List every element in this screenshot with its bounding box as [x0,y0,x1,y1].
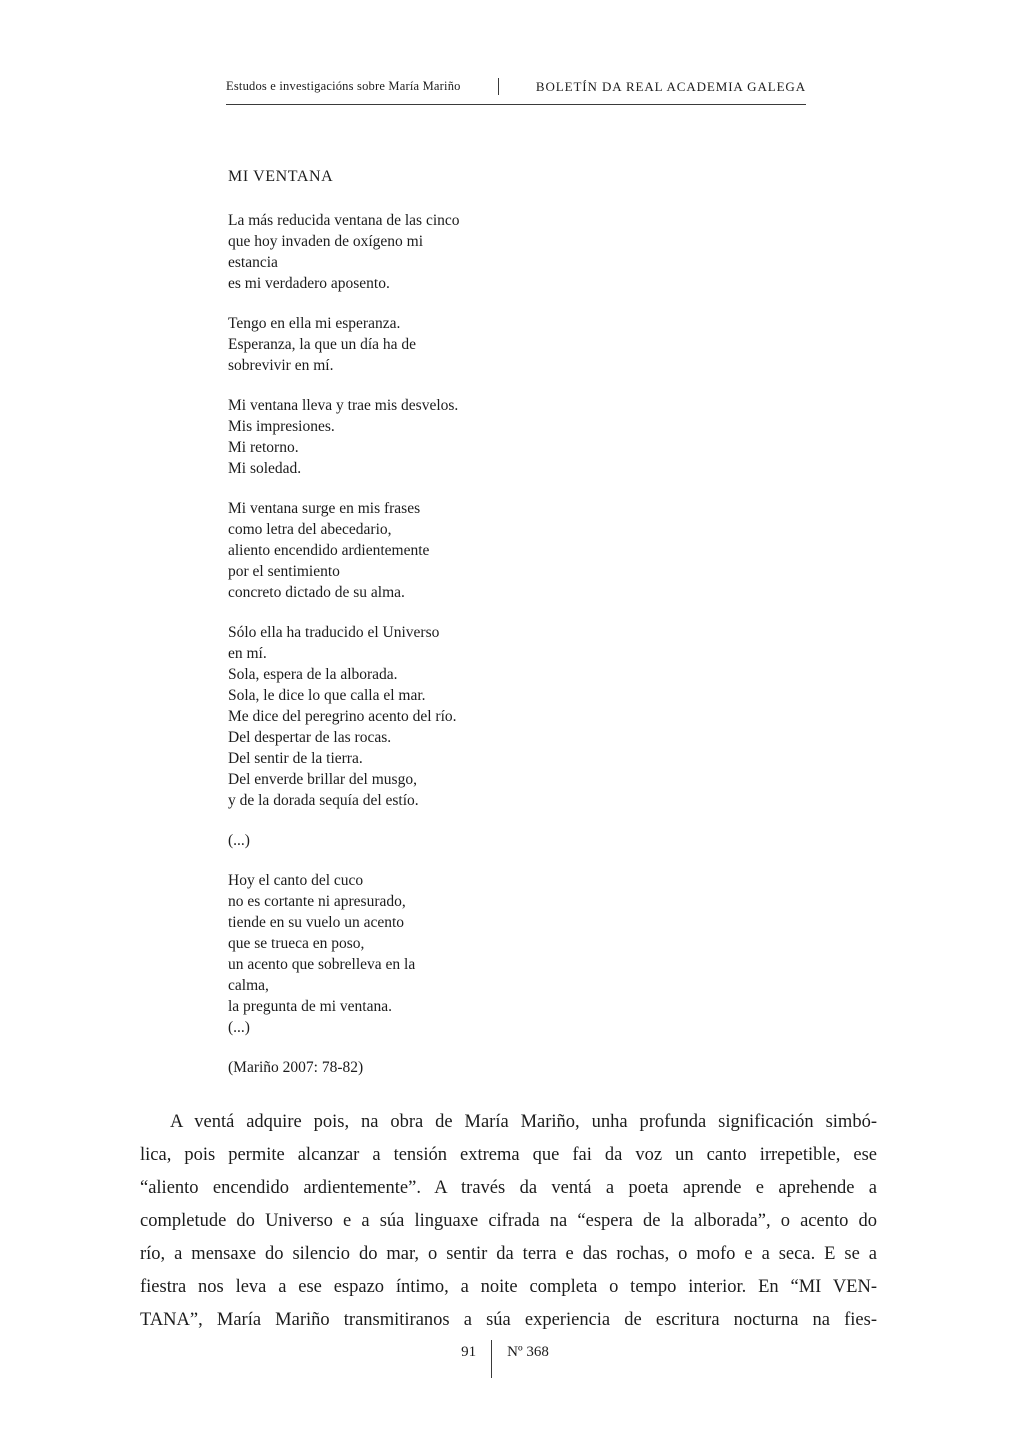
poem-line: por el sentimiento [228,563,340,580]
poem-line: Sola, le dice lo que calla el mar. [228,687,426,704]
poem-line: Del despertar de las rocas. [228,729,392,746]
poem-stanza [228,870,460,1038]
poem-stanza [228,395,460,479]
footer-divider [491,1340,492,1378]
poem-line: no es cortante ni apresurado, [228,893,406,910]
poem-line: aliento encendido ardientemente [228,542,430,559]
poem-line: estancia [228,254,278,271]
prose-line: fiestra nos leva a ese espazo íntimo, a noite completa o tempo interior. En “MI VEN- [140,1277,877,1297]
poem-line: como letra del abecedario, [228,521,392,538]
poem-line: y de la dorada sequía del estío. [228,792,419,809]
poem-line: concreto dictado de su alma. [228,584,405,601]
poem-line: que hoy invaden de oxígeno mi [228,233,423,250]
poem-line: tiende en su vuelo un acento [228,914,405,931]
body-paragraph [140,1106,877,1337]
poem-line: Mi soledad. [228,460,302,477]
poem-stanza [228,1057,460,1078]
poem-line: Mis impresiones. [228,418,335,435]
poem-line: Esperanza, la que un día ha de [228,336,417,353]
poem-line: calma, [228,977,269,994]
poem-stanza [228,313,460,376]
poem-line: la pregunta de mi ventana. [228,998,392,1015]
prose-line: lica, pois permite alcanzar a tensión extrema que fai da voz un canto irrepetible, ese [140,1145,877,1165]
poem-line: en mí. [228,645,267,662]
prose-line: “aliento encendido ardientemente”. A través da ventá a poeta aprende e aprehende a [140,1178,877,1198]
poem-line: La más reducida ventana de las cinco [228,212,460,229]
poem-title: MI VENTANA [228,168,334,185]
poem-line: Me dice del peregrino acento del río. [228,708,457,725]
poem-stanzas [228,210,460,1078]
header-journal-title: BOLETÍN DA REAL ACADEMIA GALEGA [535,78,806,94]
poem-line: Mi ventana lleva y trae mis desvelos. [228,397,459,414]
poem-stanza [228,830,460,851]
prose-line: río, a mensaxe do silencio do mar, o sentir da terra e das rochas, o mofo e a seca. E se a [140,1244,877,1264]
poem-line: Tengo en ella mi esperanza. [228,315,401,332]
poem-line: que se trueca en poso, [228,935,365,952]
prose-line: completude do Universo e a súa linguaxe cifrada na “espera de la alborada”, o acento do [140,1211,877,1231]
poem-stanza [228,210,460,294]
prose-line: A ventá adquire pois, na obra de María Mariño, unha profunda significación simbó- [170,1112,877,1132]
page-footer [0,1340,1010,1378]
page-number: 91 [461,1344,477,1360]
poem-line: Sola, espera de la alborada. [228,666,398,683]
poem-line: (...) [228,832,250,849]
issue-number: Nº 368 [507,1344,549,1360]
poem-line: Del enverde brillar del musgo, [228,771,417,788]
poem-line: (...) [228,1019,250,1036]
poem-stanza [228,498,460,603]
prose-line: TANA”, María Mariño transmitiranos a súa experiencia de escritura nocturna na fies- [140,1310,877,1330]
poem-line: Hoy el canto del cuco [228,872,364,889]
poem-line: Del sentir de la tierra. [228,750,363,767]
poem-line: Mi retorno. [228,439,299,456]
poem-line: es mi verdadero aposento. [228,275,390,292]
page-header [226,78,806,105]
header-divider [498,78,499,95]
poem [228,168,460,1097]
header-running-title: Estudos e investigacións sobre María Mariño [226,79,461,93]
poem-line: Mi ventana surge en mis frases [228,500,421,517]
poem-line: un acento que sobrelleva en la [228,956,416,973]
poem-line: Sólo ella ha traducido el Universo [228,624,440,641]
poem-line: (Mariño 2007: 78-82) [228,1059,364,1076]
poem-stanza [228,622,460,811]
poem-line: sobrevivir en mí. [228,357,334,374]
